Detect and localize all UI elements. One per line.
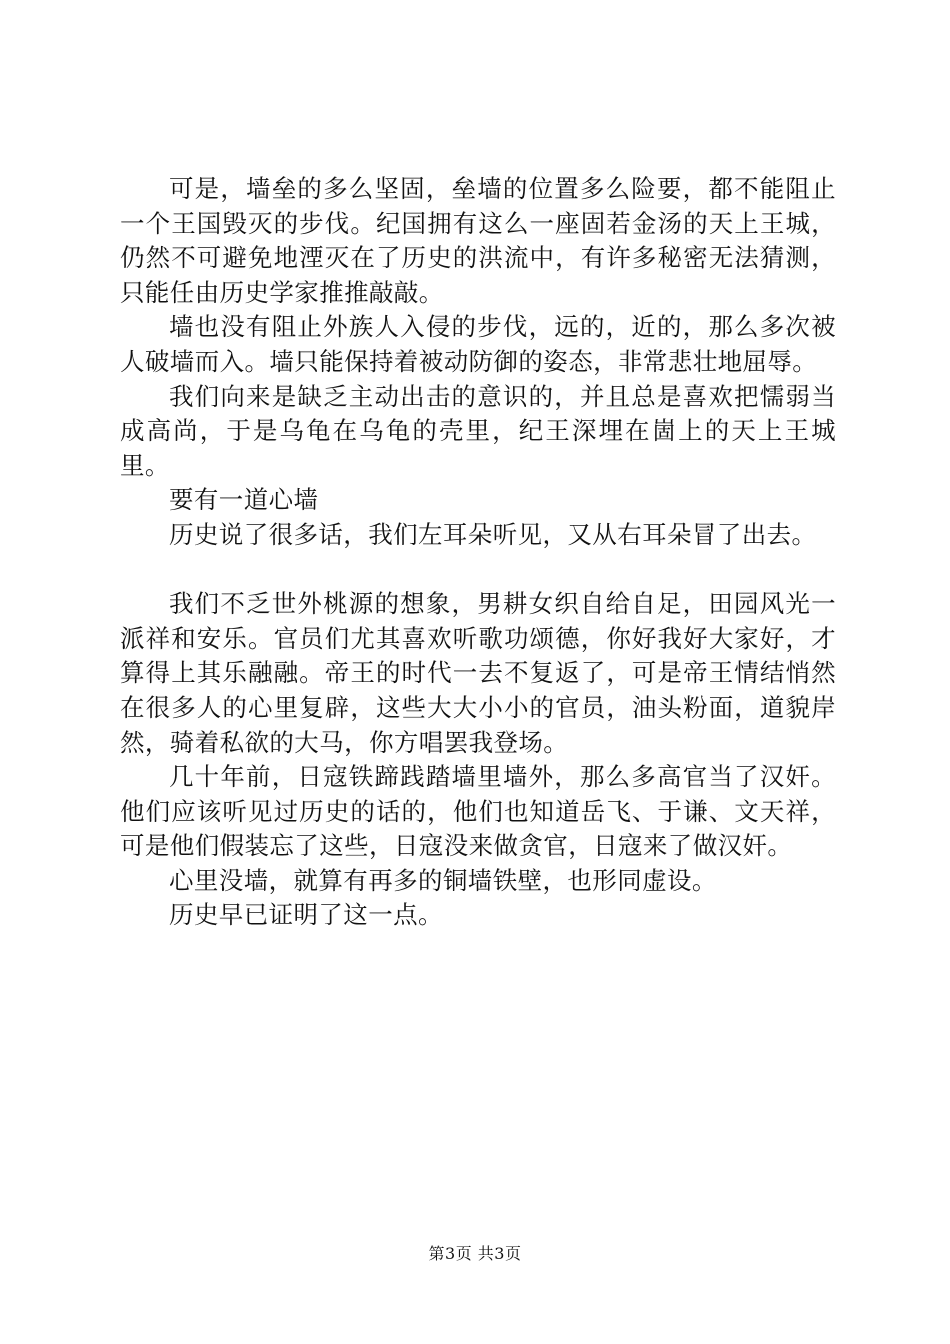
paragraph: 我们向来是缺乏主动出击的意识的，并且总是喜欢把懦弱当成高尚，于是乌龟在乌龟的壳里，纪王深埋在崮上的天上王城里。 (120, 381, 836, 480)
paragraph: 可是，墙垒的多么坚固，垒墙的位置多么险要，都不能阻止一个王国毁灭的步伐。纪国拥有这么一座固若金汤的天上王城，仍然不可避免地湮灭在了历史的洪流中，有许多秘密无法猜测，只能任由历史学家推推敲敲。 (120, 174, 836, 307)
page-number: 第3页 共3页 (428, 1244, 522, 1263)
document-body (120, 172, 836, 933)
paragraph: 墙也没有阻止外族人入侵的步伐，远的，近的，那么多次被人破墙而入。墙只能保持着被动防御的姿态，非常悲壮地屈辱。 (120, 312, 836, 376)
paragraph: 我们不乏世外桃源的想象，男耕女织自给自足，田园风光一派祥和安乐。官员们尤其喜欢听歌功颂德，你好我好大家好，才算得上其乐融融。帝王的时代一去不复返了，可是帝王情结悄然在很多人的心里复辟，这些大大小小的官员，油头粉面，道貌岸然，骑着私欲的大马，你方唱罢我登场。 (120, 589, 836, 757)
page-footer (0, 1243, 950, 1265)
paragraph: 历史早已证明了这一点。 (169, 900, 443, 930)
section-heading: 要有一道心墙 (169, 485, 319, 515)
paragraph: 历史说了很多话，我们左耳朵听见，又从右耳朵冒了出去。 (169, 519, 817, 549)
paragraph: 几十年前，日寇铁蹄践踏墙里墙外，那么多高官当了汉奸。他们应该听见过历史的话的，他们也知道岳飞、于谦、文天祥，可是他们假装忘了这些，日寇没来做贪官，日寇来了做汉奸。 (120, 762, 836, 861)
paragraph: 心里没墙，就算有再多的铜墙铁壁，也形同虚设。 (169, 865, 717, 895)
blank-line (120, 553, 836, 588)
